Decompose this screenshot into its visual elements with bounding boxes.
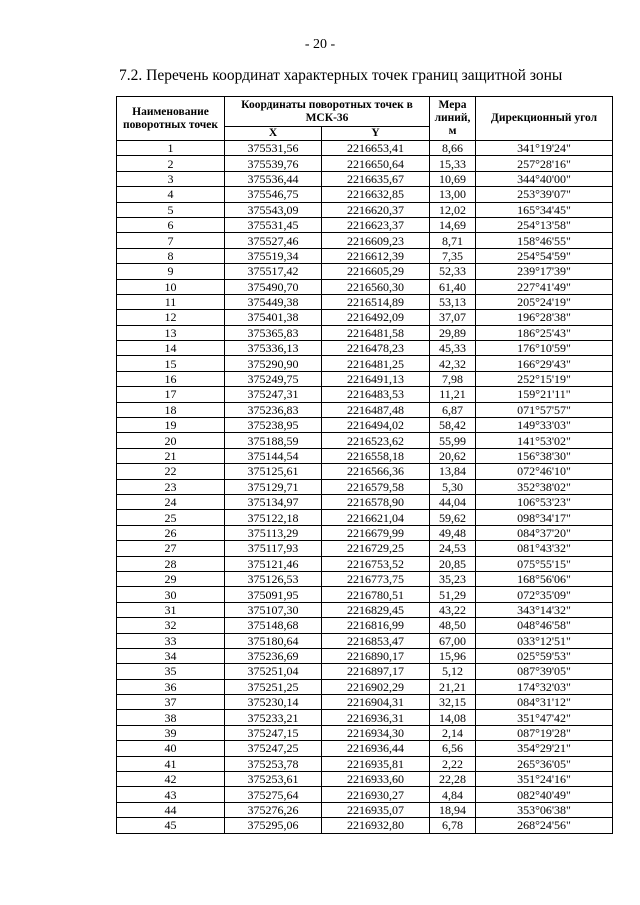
table-row [117,187,613,202]
cell-length: 15,96 [430,648,476,663]
cell-x: 375546,75 [225,187,322,202]
cell-point: 6 [117,217,225,232]
cell-length: 48,50 [430,618,476,633]
cell-y: 2216620,37 [322,202,430,217]
cell-x: 375401,38 [225,310,322,325]
cell-angle: 343°14'32" [476,602,613,617]
cell-point: 14 [117,341,225,356]
cell-angle: 075°55'15" [476,556,613,571]
cell-x: 375230,14 [225,695,322,710]
cell-y: 2216773,75 [322,571,430,586]
cell-length: 44,04 [430,494,476,509]
cell-point: 18 [117,402,225,417]
table-row [117,325,613,340]
cell-x: 375365,83 [225,325,322,340]
cell-y: 2216623,37 [322,217,430,232]
table-row [117,202,613,217]
cell-x: 375336,13 [225,341,322,356]
cell-length: 18,94 [430,802,476,817]
cell-y: 2216578,90 [322,494,430,509]
cell-x: 375543,09 [225,202,322,217]
cell-angle: 352°38'02" [476,479,613,494]
cell-y: 2216890,17 [322,648,430,663]
cell-length: 22,28 [430,772,476,787]
table-row [117,294,613,309]
cell-point: 1 [117,141,225,156]
cell-x: 375238,95 [225,418,322,433]
cell-point: 9 [117,264,225,279]
cell-y: 2216612,39 [322,248,430,263]
cell-angle: 257°28'16" [476,156,613,171]
cell-angle: 353°06'38" [476,802,613,817]
cell-length: 14,69 [430,217,476,232]
cell-point: 11 [117,294,225,309]
cell-x: 375295,06 [225,818,322,833]
table-row [117,264,613,279]
cell-y: 2216487,48 [322,402,430,417]
cell-angle: 196°28'38" [476,310,613,325]
cell-x: 375276,26 [225,802,322,817]
cell-point: 4 [117,187,225,202]
cell-x: 375126,53 [225,571,322,586]
cell-length: 12,02 [430,202,476,217]
cell-angle: 048°46'58" [476,618,613,633]
cell-y: 2216632,85 [322,187,430,202]
cell-angle: 254°13'58" [476,217,613,232]
cell-angle: 084°31'12" [476,695,613,710]
cell-y: 2216897,17 [322,664,430,679]
cell-x: 375531,45 [225,217,322,232]
cell-point: 8 [117,248,225,263]
cell-length: 43,22 [430,602,476,617]
cell-angle: 354°29'21" [476,741,613,756]
cell-length: 6,87 [430,402,476,417]
cell-x: 375180,64 [225,633,322,648]
cell-point: 16 [117,371,225,386]
cell-length: 29,89 [430,325,476,340]
cell-y: 2216609,23 [322,233,430,248]
cell-angle: 168°56'06" [476,571,613,586]
cell-point: 17 [117,387,225,402]
table-row [117,479,613,494]
cell-point: 12 [117,310,225,325]
cell-x: 375247,25 [225,741,322,756]
cell-y: 2216514,89 [322,294,430,309]
table-row [117,710,613,725]
cell-point: 41 [117,756,225,771]
cell-y: 2216494,02 [322,418,430,433]
table-row [117,217,613,232]
cell-length: 49,48 [430,525,476,540]
coordinates-table [116,96,613,834]
cell-point: 44 [117,802,225,817]
cell-angle: 084°37'20" [476,525,613,540]
cell-angle: 268°24'56" [476,818,613,833]
cell-length: 20,62 [430,448,476,463]
table-row [117,233,613,248]
cell-angle: 165°34'45" [476,202,613,217]
table-row [117,818,613,833]
cell-point: 30 [117,587,225,602]
cell-length: 2,22 [430,756,476,771]
cell-y: 2216933,60 [322,772,430,787]
table-row [117,525,613,540]
cell-point: 25 [117,510,225,525]
cell-length: 2,14 [430,725,476,740]
table-row [117,602,613,617]
cell-y: 2216930,27 [322,787,430,802]
cell-point: 10 [117,279,225,294]
cell-y: 2216481,58 [322,325,430,340]
cell-angle: 141°53'02" [476,433,613,448]
table-row [117,171,613,186]
cell-angle: 071°57'57" [476,402,613,417]
cell-y: 2216780,51 [322,587,430,602]
cell-point: 27 [117,541,225,556]
cell-angle: 072°46'10" [476,464,613,479]
cell-angle: 087°39'05" [476,664,613,679]
cell-point: 31 [117,602,225,617]
cell-y: 2216729,25 [322,541,430,556]
cell-y: 2216635,67 [322,171,430,186]
table-row [117,464,613,479]
cell-y: 2216936,31 [322,710,430,725]
cell-point: 15 [117,356,225,371]
cell-y: 2216853,47 [322,633,430,648]
cell-length: 10,69 [430,171,476,186]
table-row [117,648,613,663]
table-row [117,356,613,371]
cell-angle: 239°17'39" [476,264,613,279]
cell-x: 375527,46 [225,233,322,248]
cell-x: 375091,95 [225,587,322,602]
table-row [117,310,613,325]
cell-x: 375275,64 [225,787,322,802]
cell-point: 20 [117,433,225,448]
cell-point: 2 [117,156,225,171]
cell-angle: 205°24'19" [476,294,613,309]
cell-length: 61,40 [430,279,476,294]
cell-length: 4,84 [430,787,476,802]
table-row [117,633,613,648]
cell-length: 67,00 [430,633,476,648]
cell-angle: 072°35'09" [476,587,613,602]
cell-x: 375236,69 [225,648,322,663]
cell-length: 5,12 [430,664,476,679]
cell-length: 45,33 [430,341,476,356]
table-row [117,418,613,433]
cell-y: 2216650,64 [322,156,430,171]
cell-x: 375247,31 [225,387,322,402]
cell-length: 55,99 [430,433,476,448]
cell-length: 58,42 [430,418,476,433]
cell-y: 2216829,45 [322,602,430,617]
cell-angle: 033°12'51" [476,633,613,648]
cell-length: 7,35 [430,248,476,263]
cell-angle: 253°39'07" [476,187,613,202]
table-row [117,679,613,694]
cell-length: 59,62 [430,510,476,525]
table-row [117,618,613,633]
cell-point: 40 [117,741,225,756]
cell-length: 7,98 [430,371,476,386]
header-line-length: Мера линий, м [430,97,476,141]
cell-length: 6,56 [430,741,476,756]
cell-point: 35 [117,664,225,679]
cell-x: 375117,93 [225,541,322,556]
cell-y: 2216491,13 [322,371,430,386]
cell-angle: 082°40'49" [476,787,613,802]
cell-angle: 081°43'32" [476,541,613,556]
table-row [117,141,613,156]
table-row [117,402,613,417]
cell-angle: 087°19'28" [476,725,613,740]
cell-point: 39 [117,725,225,740]
cell-x: 375247,15 [225,725,322,740]
cell-y: 2216653,41 [322,141,430,156]
header-direction-angle: Дирекционный угол [476,97,613,141]
table-row [117,341,613,356]
cell-y: 2216523,62 [322,433,430,448]
table-row [117,156,613,171]
cell-angle: 341°19'24" [476,141,613,156]
cell-y: 2216932,80 [322,818,430,833]
page-number: - 20 - [304,37,336,52]
cell-point: 43 [117,787,225,802]
cell-x: 375249,75 [225,371,322,386]
cell-y: 2216679,99 [322,525,430,540]
cell-y: 2216902,29 [322,679,430,694]
cell-length: 32,15 [430,695,476,710]
cell-length: 11,21 [430,387,476,402]
cell-angle: 098°34'17" [476,510,613,525]
cell-y: 2216560,30 [322,279,430,294]
cell-length: 6,78 [430,818,476,833]
table-row [117,571,613,586]
cell-x: 375134,97 [225,494,322,509]
table-row [117,695,613,710]
cell-x: 375233,21 [225,710,322,725]
table-row [117,248,613,263]
cell-y: 2216605,29 [322,264,430,279]
table-row [117,433,613,448]
cell-y: 2216935,07 [322,802,430,817]
cell-x: 375539,76 [225,156,322,171]
cell-x: 375107,30 [225,602,322,617]
cell-y: 2216481,25 [322,356,430,371]
cell-length: 51,29 [430,587,476,602]
cell-point: 37 [117,695,225,710]
table-row [117,494,613,509]
cell-angle: 025°59'53" [476,648,613,663]
cell-length: 37,07 [430,310,476,325]
cell-x: 375144,54 [225,448,322,463]
cell-length: 14,08 [430,710,476,725]
cell-x: 375125,61 [225,464,322,479]
cell-x: 375253,61 [225,772,322,787]
cell-angle: 166°29'43" [476,356,613,371]
cell-y: 2216579,58 [322,479,430,494]
table-row [117,664,613,679]
cell-x: 375129,71 [225,479,322,494]
cell-y: 2216934,30 [322,725,430,740]
table-row [117,510,613,525]
table-row [117,725,613,740]
cell-length: 5,30 [430,479,476,494]
cell-y: 2216478,23 [322,341,430,356]
cell-length: 20,85 [430,556,476,571]
cell-point: 7 [117,233,225,248]
cell-angle: 344°40'00" [476,171,613,186]
table-row [117,387,613,402]
cell-x: 375236,83 [225,402,322,417]
cell-point: 21 [117,448,225,463]
cell-x: 375536,44 [225,171,322,186]
cell-point: 22 [117,464,225,479]
cell-point: 5 [117,202,225,217]
cell-point: 42 [117,772,225,787]
cell-x: 375148,68 [225,618,322,633]
cell-y: 2216483,53 [322,387,430,402]
cell-x: 375121,46 [225,556,322,571]
cell-angle: 176°10'59" [476,341,613,356]
cell-y: 2216904,31 [322,695,430,710]
cell-angle: 265°36'05" [476,756,613,771]
header-y: Y [322,127,430,141]
cell-length: 8,66 [430,141,476,156]
table-row [117,448,613,463]
cell-point: 33 [117,633,225,648]
cell-point: 26 [117,525,225,540]
header-x: X [225,127,322,141]
cell-point: 24 [117,494,225,509]
cell-x: 375449,38 [225,294,322,309]
cell-point: 13 [117,325,225,340]
cell-angle: 227°41'49" [476,279,613,294]
cell-x: 375188,59 [225,433,322,448]
cell-point: 29 [117,571,225,586]
cell-point: 45 [117,818,225,833]
cell-angle: 254°54'59" [476,248,613,263]
cell-y: 2216935,81 [322,756,430,771]
cell-length: 21,21 [430,679,476,694]
cell-x: 375490,70 [225,279,322,294]
cell-x: 375531,56 [225,141,322,156]
cell-length: 15,33 [430,156,476,171]
cell-y: 2216558,18 [322,448,430,463]
cell-x: 375251,25 [225,679,322,694]
cell-angle: 186°25'43" [476,325,613,340]
cell-point: 34 [117,648,225,663]
cell-x: 375122,18 [225,510,322,525]
cell-point: 32 [117,618,225,633]
table-row [117,556,613,571]
table-row [117,371,613,386]
header-point-name: Наименование поворотных точек [117,97,225,141]
cell-angle: 159°21'11" [476,387,613,402]
cell-point: 38 [117,710,225,725]
section-title: 7.2. Перечень координат характерных точек границ защитной зоны [119,67,563,84]
table-body [117,141,613,834]
table-row [117,772,613,787]
header-coordinates: Координаты поворотных точек в МСК-36 [225,97,430,127]
table-row [117,741,613,756]
cell-angle: 156°38'30" [476,448,613,463]
cell-point: 36 [117,679,225,694]
cell-length: 53,13 [430,294,476,309]
cell-angle: 351°24'16" [476,772,613,787]
cell-x: 375113,29 [225,525,322,540]
cell-angle: 149°33'03" [476,418,613,433]
cell-length: 42,32 [430,356,476,371]
table-row [117,541,613,556]
cell-x: 375517,42 [225,264,322,279]
cell-y: 2216492,09 [322,310,430,325]
cell-point: 19 [117,418,225,433]
cell-point: 23 [117,479,225,494]
cell-angle: 351°47'42" [476,710,613,725]
table-row [117,279,613,294]
cell-y: 2216621,04 [322,510,430,525]
cell-angle: 106°53'23" [476,494,613,509]
cell-angle: 174°32'03" [476,679,613,694]
cell-point: 3 [117,171,225,186]
cell-y: 2216566,36 [322,464,430,479]
cell-y: 2216753,52 [322,556,430,571]
cell-length: 24,53 [430,541,476,556]
cell-x: 375253,78 [225,756,322,771]
cell-y: 2216816,99 [322,618,430,633]
cell-x: 375519,34 [225,248,322,263]
table-row [117,587,613,602]
cell-length: 13,84 [430,464,476,479]
table-row [117,787,613,802]
cell-y: 2216936,44 [322,741,430,756]
cell-angle: 252°15'19" [476,371,613,386]
cell-x: 375290,90 [225,356,322,371]
cell-length: 52,33 [430,264,476,279]
cell-length: 13,00 [430,187,476,202]
cell-length: 35,23 [430,571,476,586]
cell-point: 28 [117,556,225,571]
cell-length: 8,71 [430,233,476,248]
table-row [117,802,613,817]
cell-x: 375251,04 [225,664,322,679]
cell-angle: 158°46'55" [476,233,613,248]
table-row [117,756,613,771]
